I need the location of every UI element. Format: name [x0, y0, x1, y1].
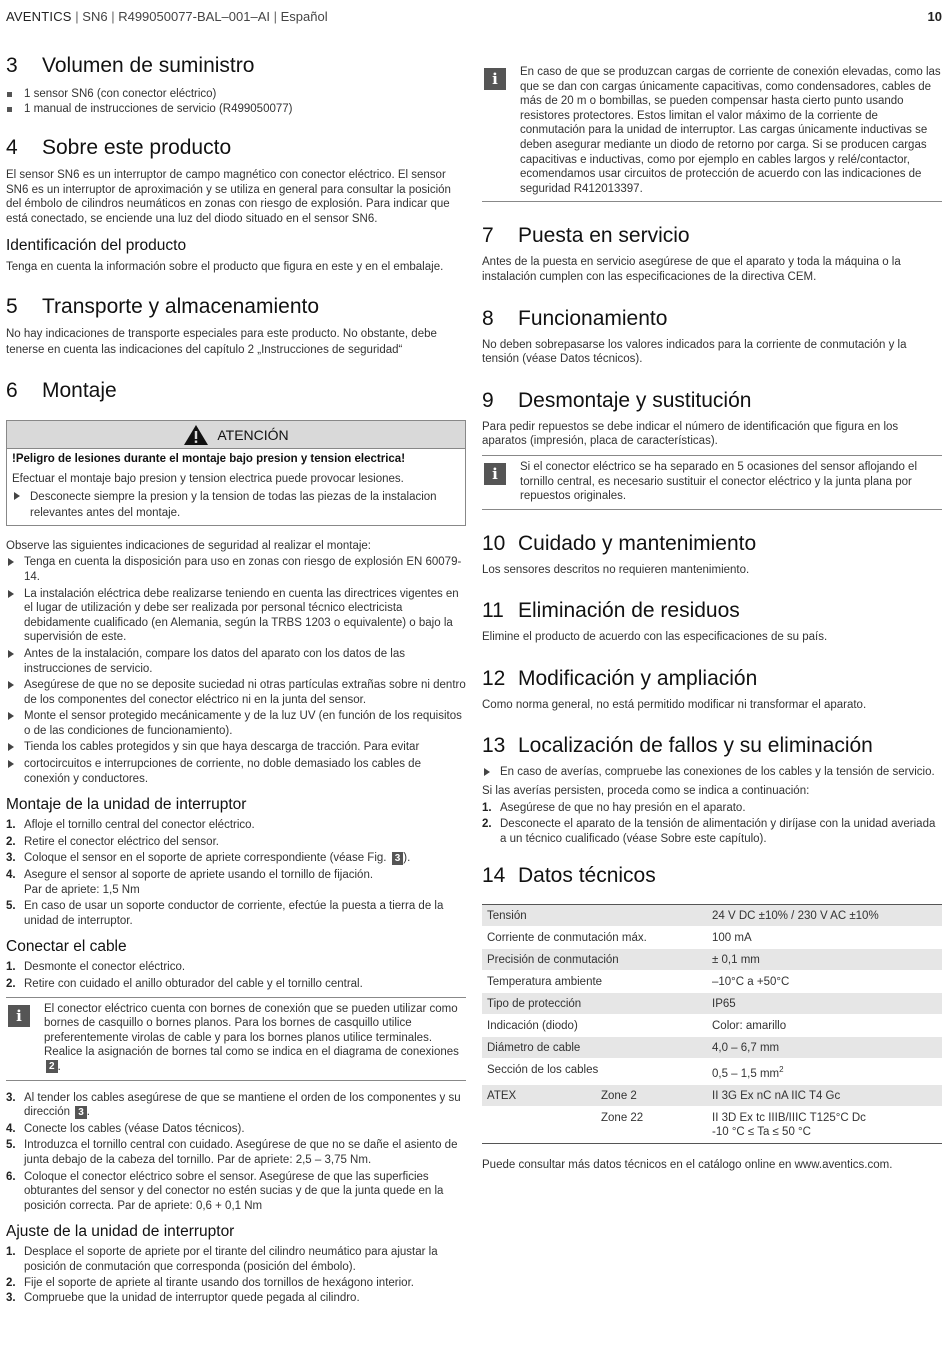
- section-4-heading: [6, 136, 466, 160]
- info-text: Si el conector eléctrico se ha separado en 5 ocasiones del sensor aflojando el tornillo central, es necesario sustituir el conector eléctrico y la junta plana por repuestos originales.: [520, 460, 917, 503]
- header-language: Español: [280, 9, 328, 24]
- operation-text: No deben sobrepasarse los valores indicados para la corriente de conmutación y la tensión (véase Datos técnicos).: [482, 338, 907, 366]
- list-item: En caso de averías, compruebe las conexiones de los cables y la tensión de servicio.: [482, 765, 942, 780]
- section-number: 9: [482, 388, 494, 412]
- adjust-steps: [6, 1245, 466, 1305]
- list-item: Tenga en cuenta la disposición para uso en zonas con riesgo de explosión EN 60079-14.: [6, 555, 466, 584]
- cable-steps-continued: [6, 1091, 466, 1214]
- table-row: Zone 22 II 3D Ex tc IIIB/IIIC T125°C Dc -10 °C ≤ Ta ≤ 50 °C: [482, 1107, 942, 1143]
- step-item: 2. Fije el soporte de apriete al tirante usando dos tornillos de hexágono interior.: [6, 1276, 414, 1289]
- supply-list: [6, 87, 466, 116]
- warning-header: [7, 421, 465, 449]
- warning-text: Efectuar el montaje bajo presion y tension electrica puede provocar lesiones.: [12, 473, 404, 486]
- info-text: El conector eléctrico cuenta con bornes de conexión que se pueden utilizar como bornes de casquillo o bornes planos. Para los bornes de casquillo utilice preferentemente virolas de cable y para los bornes planos utilice terminales. Realice la asignación de bornes tal como se indica en el diagrama de conexiones 2 .: [44, 1002, 459, 1073]
- list-item: 1 sensor SN6 (con conector eléctrico): [6, 87, 466, 102]
- warning-action: Desconecte siempre la presion y la tension de todas las piezas de la instalacion relevantes antes del montaje.: [12, 489, 460, 521]
- table-row: Diámetro de cable 4,0 – 6,7 mm: [482, 1037, 942, 1059]
- brand-name: AVENTICS: [6, 9, 72, 24]
- commissioning-text: Antes de la puesta en servicio asegúrese de que el aparato y toda la máquina o la instalación cumplen con las especificaciones de la directiva CEM.: [482, 256, 901, 283]
- section-number: 7: [482, 224, 494, 248]
- step-item: 3. Al tender los cables asegúrese de que se mantiene el orden de los componentes y su dirección 3 .: [6, 1091, 461, 1119]
- list-item: Tienda los cables protegidos y sin que haya descarga de tracción. Para evitar: [6, 740, 466, 755]
- header-separator: |: [75, 9, 83, 24]
- info-icon: i: [8, 1005, 30, 1027]
- subsection-heading: Montaje de la unidad de interruptor: [6, 796, 247, 814]
- disposal-text: Elimine el producto de acuerdo con las especificaciones de su país.: [482, 631, 828, 644]
- header-model: SN6: [82, 9, 108, 24]
- step-item: 6. Coloque el conector eléctrico sobre el sensor. Asegúrese de que las superficies obturantes del sensor y del conector no estén sucias y de que la junta quede en la posición correcta. Par de apriete: 0,6 + 0,1 Nm: [6, 1170, 444, 1212]
- step-item: 3. Compruebe que la unidad de interruptor quede pegada al cilindro.: [6, 1292, 360, 1305]
- section-number: 8: [482, 306, 494, 330]
- torque-value: Par de apriete: 1,5 Nm: [24, 883, 140, 896]
- list-item: La instalación eléctrica debe realizarse teniendo en cuenta las directrices vigentes en el lugar de utilización y debe ser realizada por personal técnico electricista debidamente cualificado (en Alemania, según la TRBS 1203 o equivalente) o bajo la supervisión de este.: [6, 587, 466, 645]
- page-number: 10: [927, 9, 942, 24]
- section-title: Desmontaje y sustitución: [518, 388, 752, 412]
- warning-label: ATENCIÓN: [217, 426, 289, 443]
- figure-reference: 3: [75, 1106, 87, 1119]
- section-title: Transporte y almacenamiento: [42, 295, 320, 319]
- info-box-replacement: [482, 455, 942, 510]
- list-item: Monte el sensor protegido mecánicamente y de la luz UV (en función de los requisitos o de las condiciones de funcionamiento).: [6, 709, 466, 738]
- technical-data-table: [482, 904, 942, 1143]
- info-box-currents: [482, 59, 942, 202]
- subsection-heading: Conectar el cable: [6, 938, 127, 956]
- mounting-safety-list: [6, 555, 466, 786]
- technical-data-footer: Puede consultar más datos técnicos en el catálogo online en www.aventics.com.: [482, 1159, 893, 1172]
- step-item: 1. Afloje el tornillo central del conector eléctrico.: [6, 819, 255, 832]
- section-title: Datos técnicos: [518, 864, 656, 888]
- section-title: Funcionamiento: [518, 306, 668, 330]
- troubleshooting-list: [482, 765, 942, 780]
- table-row: Sección de los cables 0,5 – 1,5 $mm^2$: [482, 1059, 942, 1085]
- section-9-heading: [482, 389, 942, 413]
- disassembly-text: Para pedir repuestos se debe indicar el número de identificación que figura en los aparatos (impresión, placa de características).: [482, 420, 899, 448]
- mounting-steps: [6, 818, 466, 928]
- warning-actions: [12, 489, 460, 521]
- left-column: [6, 54, 466, 1306]
- info-icon: i: [484, 463, 506, 485]
- table-row: Indicación (diodo) Color: amarillo: [482, 1015, 942, 1037]
- header-doc-number: R499050077-BAL–001–AI: [118, 9, 270, 24]
- section-5-heading: [6, 295, 466, 319]
- warning-triangle-icon: [183, 424, 209, 446]
- section-14-heading: [482, 864, 942, 888]
- section-title: Modificación y ampliación: [518, 666, 758, 690]
- step-item: 1. Asegúrese de que no hay presión en el aparato.: [482, 801, 746, 814]
- list-item: Asegúrese de que no se deposite suciedad ni otras partículas extrañas sobre ni dentro de los componentes del conector eléctrico ni en la junta del sensor.: [6, 678, 466, 707]
- step-item: 2. Retire con cuidado el anillo obturador del cable y el tornillo central.: [6, 978, 363, 990]
- warning-heading: !Peligro de lesiones durante el montaje bajo presion y tension electrica!: [12, 453, 406, 466]
- section-title: Cuidado y mantenimiento: [518, 531, 757, 555]
- step-item: 3. Coloque el sensor en el soporte de apriete correspondiente (véase Fig. 3 ).: [6, 852, 411, 865]
- section-11-heading: [482, 599, 942, 623]
- section-title: Sobre este producto: [42, 136, 232, 160]
- subsection-heading: Identificación del producto: [6, 236, 187, 254]
- figure-reference: 2: [46, 1060, 58, 1073]
- step-item: 5. En caso de usar un soporte conductor de corriente, efectúe la puesta a tierra de la unidad de interruptor.: [6, 900, 444, 927]
- section-number: 6: [6, 379, 18, 403]
- page-header: [6, 9, 942, 27]
- step-item: 2. Retire el conector eléctrico del sensor.: [6, 835, 219, 848]
- section-13-heading: [482, 734, 942, 758]
- section-8-heading: [482, 307, 942, 331]
- info-text: En caso de que se produzcan cargas de corriente de conexión elevadas, como las que se dan con cargas únicamente capacitivas, como condensadores, cables de más de 20 m o bombillas, se pueden compensar hasta cierto punto usando resistores protectores. Estos limitan el valor máximo de la corriente de conmutación para la unidad de interruptor. Las cargas únicamente inductivas se deben asegurar mediante un diodo de retorno por carga. Si se producen cargas capacitivas e inductivas, como por ejemplo en cables largos y relé/contactor, ecomendamos usar circuitos de protección de acuerdo con las indicaciones de seguridad R412013397.: [520, 66, 941, 195]
- section-title: Puesta en servicio: [518, 224, 690, 248]
- section-number: 12: [482, 666, 506, 690]
- info-icon: i: [484, 68, 506, 90]
- section-number: 3: [6, 54, 18, 77]
- section-title: Localización de fallos y su eliminación: [518, 734, 873, 758]
- table-row: Temperatura ambiente –10°C a +50°C: [482, 971, 942, 993]
- right-column: [482, 59, 942, 1173]
- step-item: 4. Conecte los cables (véase Datos técnicos).: [6, 1122, 245, 1135]
- table-row: Precisión de conmutación ± 0,1 mm: [482, 949, 942, 971]
- subsection-heading: Ajuste de la unidad de interruptor: [6, 1223, 235, 1241]
- figure-reference: 3: [392, 852, 404, 865]
- section-number: 4: [6, 136, 18, 160]
- maintenance-text: Los sensores descritos no requieren mantenimiento.: [482, 563, 750, 576]
- product-description: El sensor SN6 es un interruptor de campo magnético con conector eléctrico. El sensor SN6 es un interruptor de aproximación y se utiliza en general para consultar la posición del émbolo de cilindros neumáticos en zonas con riesgo de explosión. Para indicar que está conectado, se enciende una luz del diodo situado en el sensor SN6.: [6, 169, 451, 225]
- section-number: 11: [482, 599, 504, 623]
- section-12-heading: [482, 667, 942, 691]
- section-number: 13: [482, 734, 506, 758]
- step-item: 1. Desmonte el conector eléctrico.: [6, 961, 186, 974]
- step-item: 4. Asegure el sensor al soporte de apriete usando el tornillo de fijación. Par de apriete: 1,5 Nm: [6, 869, 374, 896]
- header-separator: |: [111, 9, 119, 24]
- warning-box: [6, 420, 466, 526]
- section-7-heading: [482, 224, 942, 248]
- modification-text: Como norma general, no está permitido modificar ni transformar el aparato.: [482, 698, 867, 711]
- transport-text: No hay indicaciones de transporte especiales para este producto. No obstante, debe tenerse en cuenta las indicaciones del capítulo 2 „Instrucciones de seguridad“: [6, 328, 437, 357]
- section-3-heading: [6, 54, 466, 78]
- list-item: cortocircuitos e interrupciones de corriente, no doble demasiado los cables de conexión y conductores.: [6, 757, 466, 786]
- table-row: ATEX Zone 2 II 3G Ex nC nA IIC T4 Gc: [482, 1085, 942, 1107]
- product-identification-text: Tenga en cuenta la información sobre el producto que figura en este y en el embalaje.: [6, 260, 444, 273]
- section-number: 5: [6, 295, 18, 319]
- troubleshooting-intro: Si las averías persisten, proceda como se indica a continuación:: [482, 785, 810, 798]
- section-number: 14: [482, 864, 506, 888]
- step-item: 2. Desconecte el aparato de la tensión de alimentación y diríjase con la unidad averiada a un técnico cualificado (véase Sobre este capítulo).: [482, 818, 936, 845]
- info-box-terminals: [6, 997, 466, 1081]
- troubleshooting-steps: [482, 801, 942, 847]
- section-title: Eliminación de residuos: [518, 599, 740, 623]
- list-item: Antes de la instalación, compare los datos del aparato con los datos de las instrucciones de servicio.: [6, 647, 466, 676]
- section-number: 10: [482, 531, 506, 555]
- section-10-heading: [482, 532, 942, 556]
- mounting-intro: Observe las siguientes indicaciones de seguridad al realizar el montaje:: [6, 539, 372, 552]
- section-6-heading: [6, 379, 466, 403]
- step-item: 1. Desplace el soporte de apriete por el tirante del cilindro neumático para ajustar la posición de conmutación que corresponda (posición del émbolo).: [6, 1246, 438, 1273]
- table-bottom-rule: [482, 1143, 942, 1144]
- warning-body: [7, 449, 465, 525]
- section-title: Montaje: [42, 379, 117, 403]
- list-item: 1 manual de instrucciones de servicio (R499050077): [6, 102, 466, 117]
- cable-steps: [6, 960, 466, 991]
- step-item: 5. Introduzca el tornillo central con cuidado. Asegúrese de que no se dañe el asiento de junta debajo de la cabeza del tornillo. Par de apriete: 2,5 – 3,75 Nm.: [6, 1139, 458, 1166]
- table-row: Tipo de protección IP65: [482, 993, 942, 1015]
- section-title: Volumen de suministro: [42, 54, 255, 77]
- table-row: Tensión 24 V DC ±10% / 230 V AC ±10%: [482, 905, 942, 927]
- table-row: Corriente de conmutación máx. 100 mA: [482, 927, 942, 949]
- header-separator: |: [273, 9, 281, 24]
